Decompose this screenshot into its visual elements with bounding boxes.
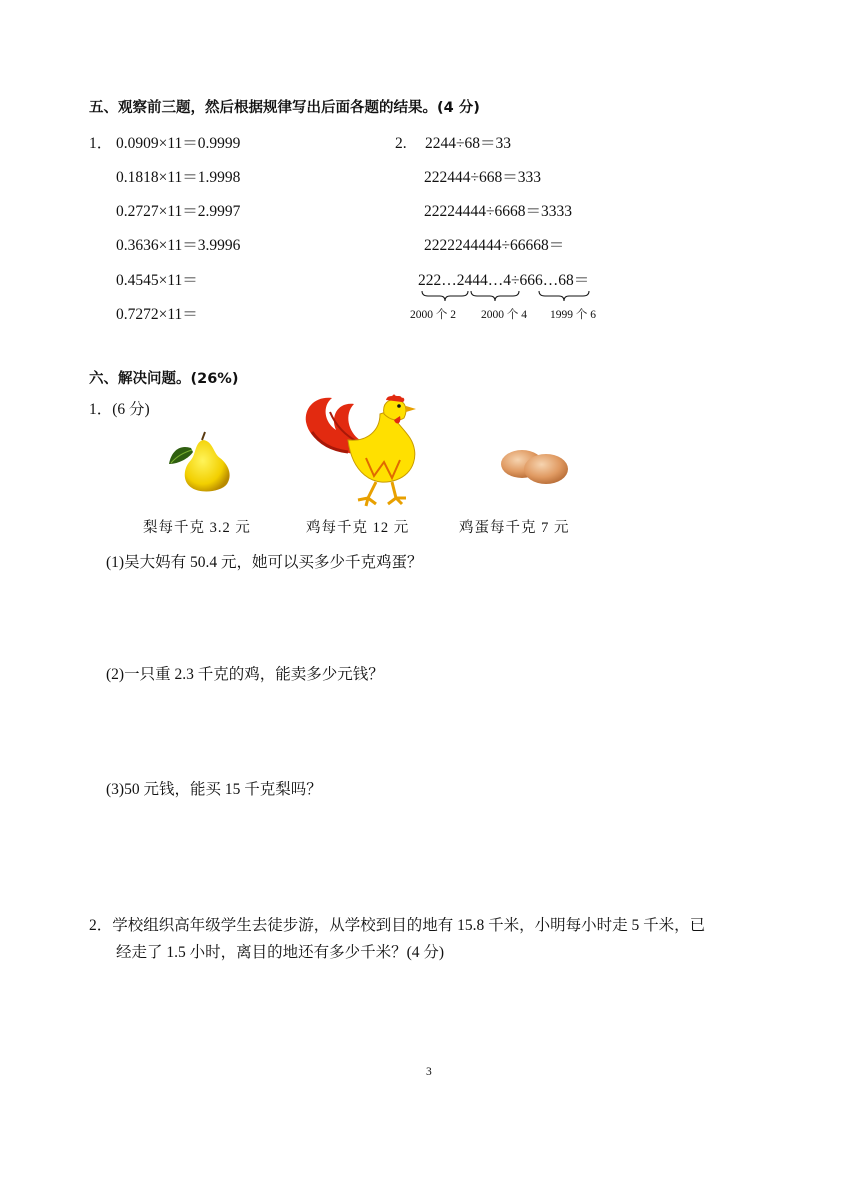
problem1-line: 0.4545×11＝ (116, 272, 198, 289)
problem2-line: 2222244444÷66668＝ (424, 237, 565, 254)
underbrace-1 (422, 291, 468, 301)
underbrace-2 (471, 291, 519, 301)
chicken-price-caption: 鸡每千克 12 元 (306, 520, 410, 536)
problem2-line: 222444÷668＝333 (424, 169, 542, 186)
problem1-line: 0.3636×11＝3.9996 (116, 237, 241, 254)
question2-line2: 经走了 1.5 小时，离目的地还有多少千米？(4 分) (116, 944, 445, 961)
brace-label: 2000 个 4 (481, 309, 527, 321)
problem1-number: 1． (89, 135, 113, 152)
problem1-line: 0.7272×11＝ (116, 306, 198, 323)
problem2-number: 2. (395, 135, 407, 152)
pear-image (165, 430, 235, 495)
section5-heading: 五、观察前三题，然后根据规律写出后面各题的结果。(4 分) (89, 100, 480, 116)
egg-price-caption: 鸡蛋每千克 7 元 (459, 520, 570, 536)
rooster-image (302, 392, 427, 510)
problem2-line: 2244÷68＝33 (425, 135, 512, 152)
problem1-line: 0.1818×11＝1.9998 (116, 169, 241, 186)
question1-part2: (2)一只重 2.3 千克的鸡，能卖多少元钱？ (106, 666, 384, 683)
problem1-line: 0.0909×11＝0.9999 (116, 135, 241, 152)
page-number: 3 (426, 1066, 432, 1078)
question1-label: 1．(6 分) (89, 401, 150, 418)
problem1-line: 0.2727×11＝2.9997 (116, 203, 241, 220)
section6-heading: 六、解决问题。(26%) (89, 371, 239, 387)
brace-label: 1999 个 6 (550, 309, 596, 321)
underbrace-3 (539, 291, 589, 301)
problem2-line: 222…2444…4÷666…68＝ (418, 272, 590, 289)
pear-price-caption: 梨每千克 3.2 元 (143, 520, 251, 536)
question1-part1: (1)吴大妈有 50.4 元，她可以买多少千克鸡蛋？ (106, 554, 423, 571)
question1-part3: (3)50 元钱，能买 15 千克梨吗？ (106, 781, 322, 798)
question2-line1: 2．学校组织高年级学生去徒步游，从学校到目的地有 15.8 千米，小明每小时走 5 千米，已 (89, 917, 706, 934)
problem2-line: 22224444÷6668＝3333 (424, 203, 573, 220)
eggs-image (494, 443, 574, 488)
brace-label: 2000 个 2 (410, 309, 456, 321)
brace-group (418, 289, 618, 303)
